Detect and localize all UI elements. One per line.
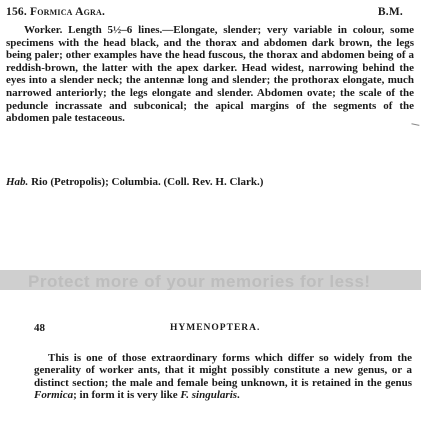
remarks-text-2: ; in form it is very like [73,389,181,402]
promo-banner[interactable] [0,270,421,290]
genus-name: Formica [34,389,74,402]
page-number: 48 [34,322,45,334]
promo-banner-text: Protect more of your memories for less! [28,272,371,290]
habitat-text: Rio (Petropolis); Columbia. (Coll. Rev. H. Clark.) [31,176,264,188]
remarks-text-1: This is one of those extraordinary forms which differ so widely from the generality of worker ants, that it might possibly constitute a new genus, or a distinct section; the male and female being unknown, it is retained in the genus [34,352,412,389]
habitat-label: Hab. [6,176,29,188]
species-number: 156. [6,6,27,18]
species-name: Formica Agra. [30,6,106,18]
margin-mark [411,123,420,130]
scanned-page-bottom [0,290,421,428]
collection-code: B.M. [377,6,403,18]
habitat-line [6,176,414,189]
remarks-paragraph [34,352,412,402]
species-description: Worker. Length 5½–6 lines.—Elongate, slender; very variable in colour, some specimens with the head black, and the thorax and abdomen dark brown, the legs being paler; other examples have the head fuscous, the thorax and abdomen being of a reddish-brown, the latter with the apex darker. Head widest, narrowing behind the eyes into a slender neck; the antennæ long and slender; the prothorax elongate, much narrowed anteriorly; the legs elongate and slender. Abdomen ovate; the scale of the peduncle incrassate and subconical; the apical margins of the segments of the abdomen pale testaceous. [6,24,414,125]
running-head: HYMENOPTERA. [170,323,261,333]
species-reference: F. singularis [180,389,238,402]
species-heading [6,6,403,18]
remarks-text-3: . [237,389,240,402]
